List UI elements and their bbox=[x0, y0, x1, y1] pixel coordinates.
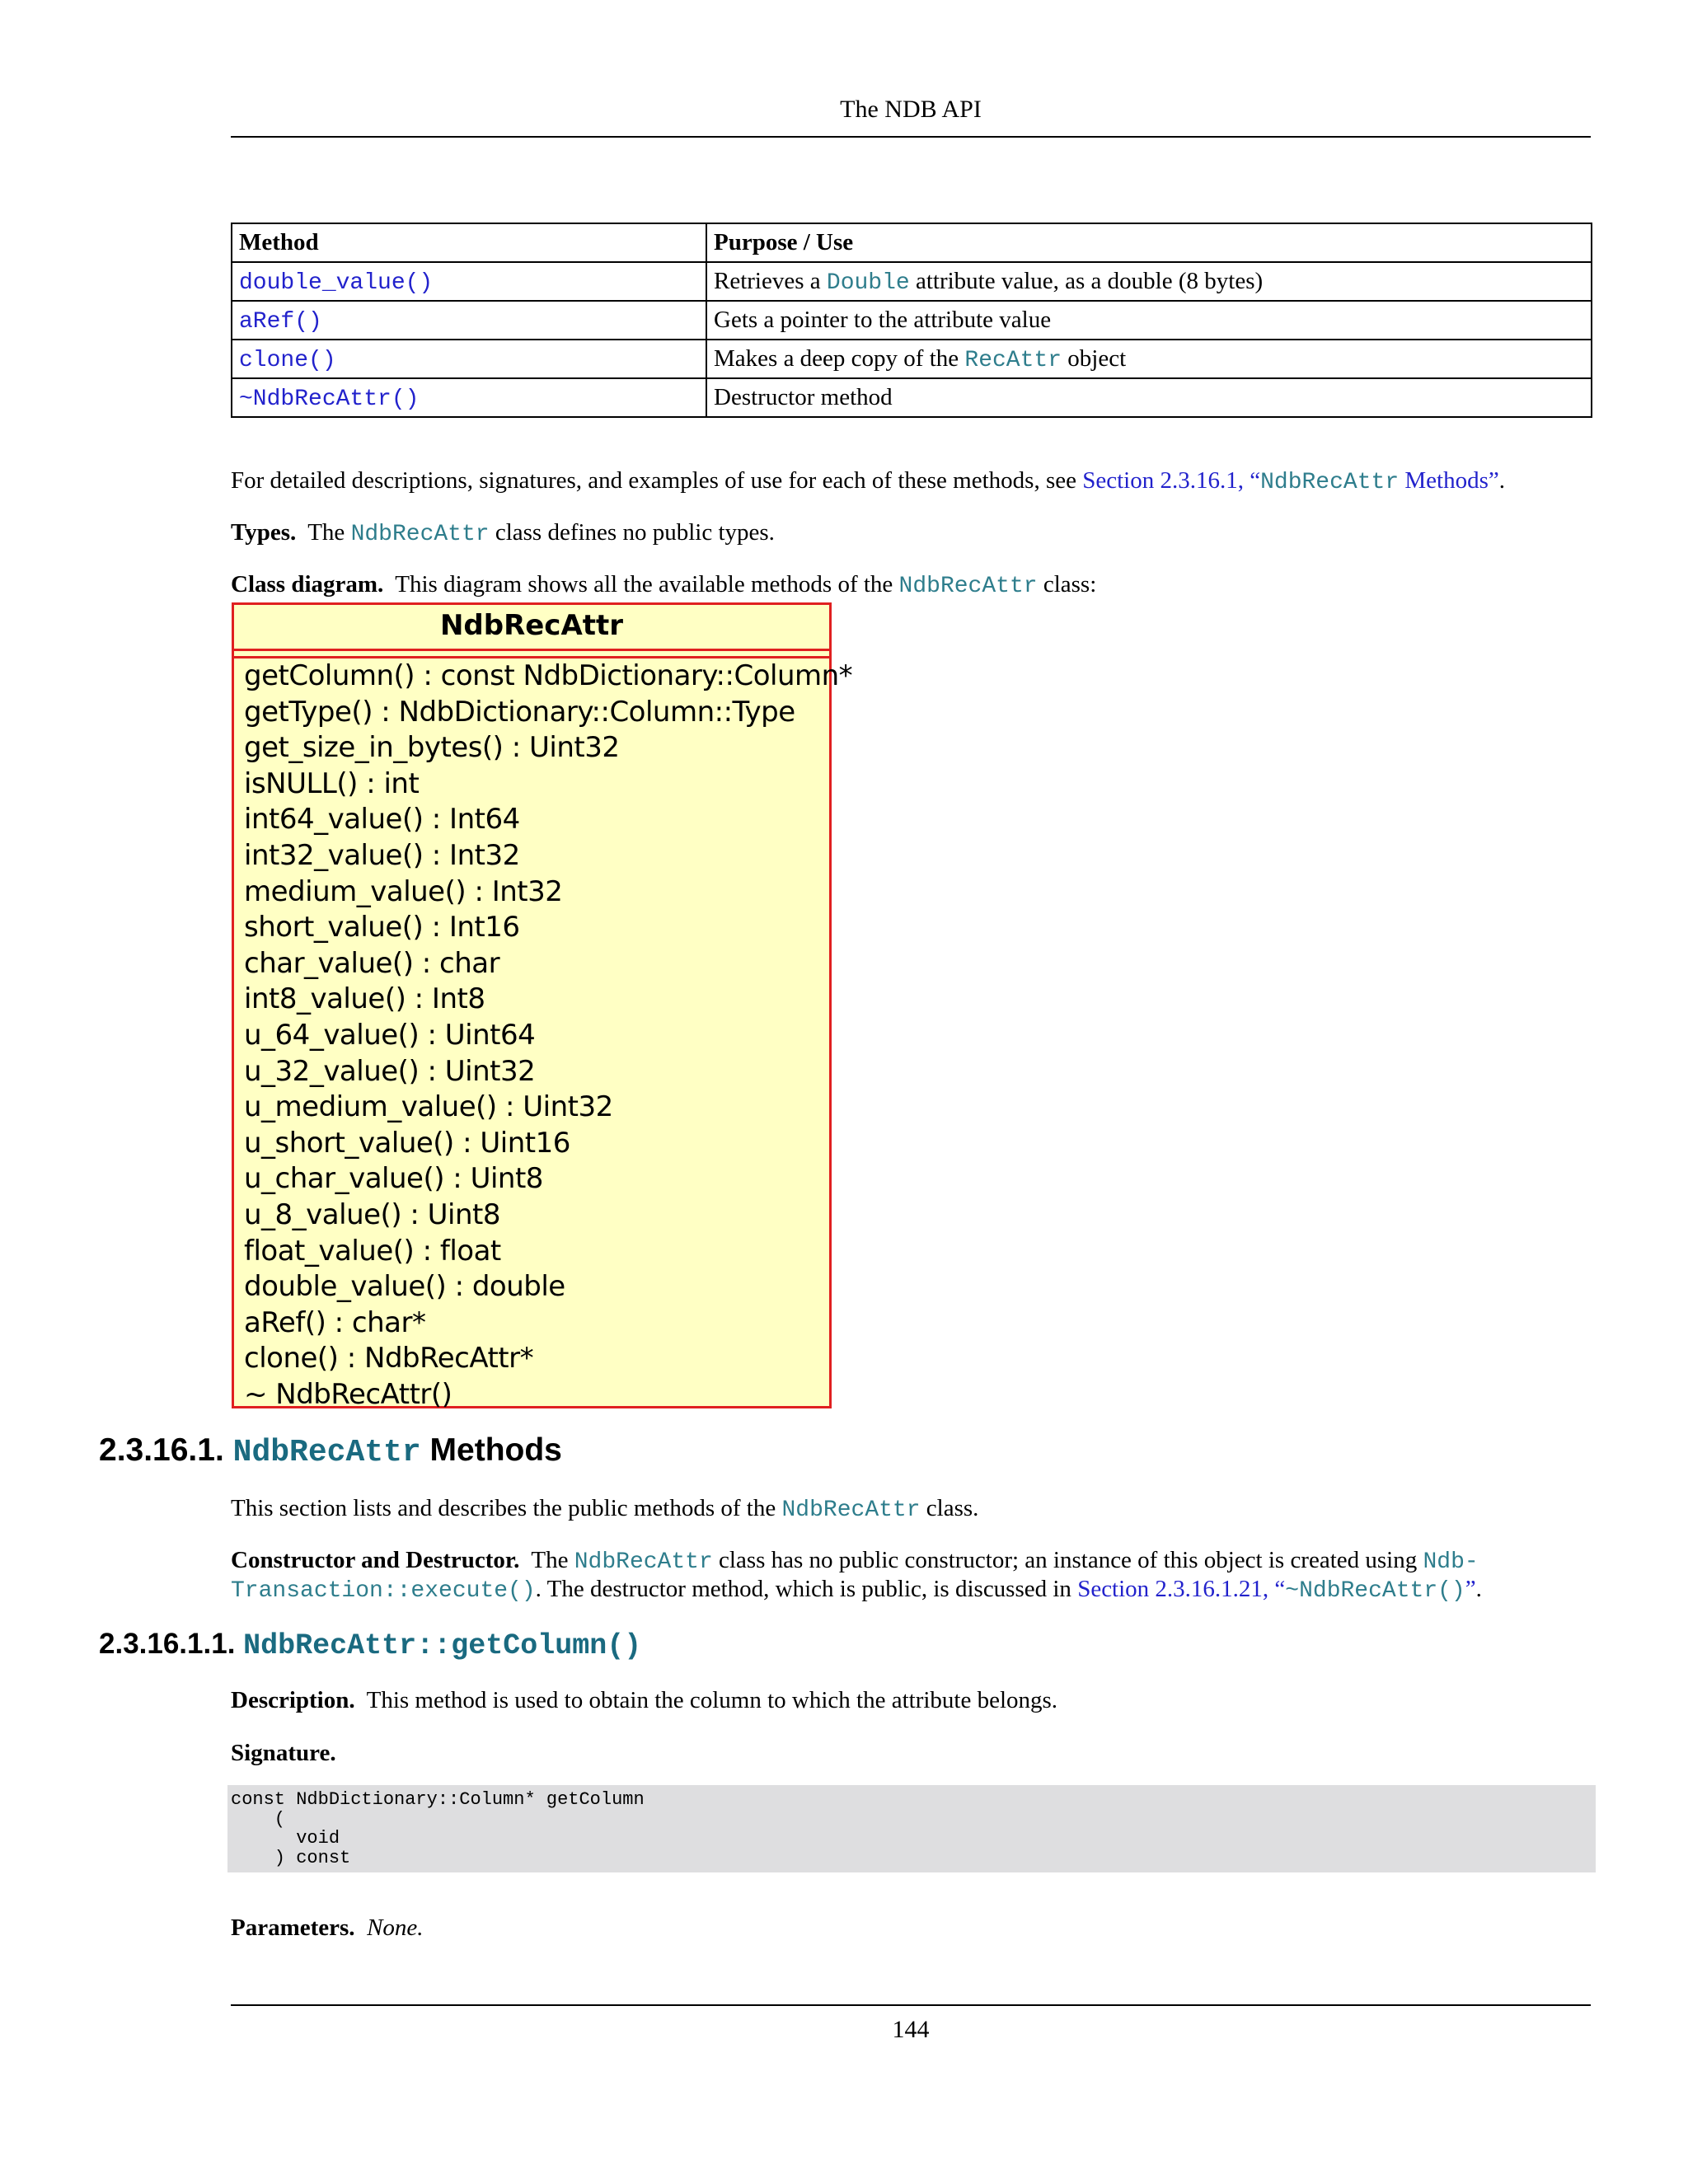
method-link[interactable]: double_value() bbox=[239, 269, 434, 296]
running-header: The NDB API bbox=[840, 96, 982, 123]
section-heading-getcolumn: 2.3.16.1.1. NdbRecAttr::getColumn() bbox=[99, 1628, 642, 1662]
column-header-purpose: Purpose / Use bbox=[706, 223, 1592, 262]
uml-method-item: char_value() : char bbox=[244, 946, 500, 980]
purpose-text: attribute value, as a double (8 bytes) bbox=[909, 267, 1264, 294]
uml-method-item: u_32_value() : Uint32 bbox=[244, 1054, 536, 1088]
uml-method-item: u_char_value() : Uint8 bbox=[244, 1162, 543, 1196]
method-cell bbox=[232, 262, 706, 301]
description-paragraph: Description. This method is used to obtain the column to which the attribute belongs. bbox=[231, 1687, 1058, 1713]
types-paragraph: Types. The NdbRecAttr class defines no public types. bbox=[231, 519, 775, 547]
table-row bbox=[232, 301, 1592, 340]
parameters-label: Parameters. bbox=[231, 1915, 355, 1941]
method-cell bbox=[232, 301, 706, 340]
constructor-label: Constructor and Destructor. bbox=[231, 1547, 520, 1573]
class-name-code: NdbRecAttr bbox=[350, 522, 490, 547]
uml-method-item: ~ NdbRecAttr() bbox=[244, 1377, 452, 1411]
type-code: RecAttr bbox=[964, 347, 1062, 373]
uml-method-item: short_value() : Int16 bbox=[244, 911, 520, 944]
purpose-cell bbox=[706, 340, 1592, 378]
footer-rule bbox=[231, 2004, 1591, 2006]
purpose-cell: Gets a pointer to the attribute value bbox=[706, 301, 1592, 340]
uml-method-item: u_8_value() : Uint8 bbox=[244, 1197, 500, 1231]
purpose-text: object bbox=[1062, 344, 1127, 372]
uml-class-name: NdbRecAttr bbox=[234, 605, 829, 651]
signature-code-block: const NdbDictionary::Column* getColumn ( void ) const bbox=[227, 1785, 1596, 1872]
page-number: 144 bbox=[892, 2016, 930, 2043]
class-diagram-paragraph: Class diagram. This diagram shows all the available methods of the NdbRecAttr class: bbox=[231, 571, 1097, 599]
purpose-cell bbox=[706, 262, 1592, 301]
uml-class-diagram bbox=[232, 602, 853, 1411]
class-name-code: NdbRecAttr bbox=[781, 1497, 921, 1523]
uml-method-item: int8_value() : Int8 bbox=[244, 982, 485, 1016]
intro-text: For detailed descriptions, signatures, and examples of use for each of these methods, see bbox=[231, 467, 1083, 494]
column-header-method: Method bbox=[232, 223, 706, 262]
section-link[interactable]: Section 2.3.16.1, “NdbRecAttr Methods” bbox=[1082, 467, 1499, 495]
types-label: Types. bbox=[231, 519, 297, 546]
uml-method-item: int32_value() : Int32 bbox=[244, 838, 520, 872]
method-cell bbox=[232, 340, 706, 378]
signature-label: Signature. bbox=[231, 1740, 336, 1766]
methods-table bbox=[231, 223, 1592, 418]
table-row bbox=[232, 262, 1592, 301]
uml-method-item: double_value() : double bbox=[244, 1270, 565, 1304]
uml-method-item: int64_value() : Int64 bbox=[244, 803, 520, 837]
method-link[interactable]: clone() bbox=[239, 347, 336, 373]
destructor-section-link[interactable]: Section 2.3.16.1.21, “~NdbRecAttr()” bbox=[1077, 1576, 1476, 1604]
uml-method-item: medium_value() : Int32 bbox=[244, 874, 563, 908]
uml-method-item: get_size_in_bytes() : Uint32 bbox=[244, 731, 620, 765]
section-heading-methods: 2.3.16.1. NdbRecAttr Methods bbox=[99, 1432, 562, 1470]
class-name-code: NdbRecAttr bbox=[898, 574, 1038, 599]
uml-method-item: float_value() : float bbox=[244, 1234, 501, 1268]
constructor-paragraph: Constructor and Destructor. The NdbRecAttr class has no public constructor; an instance of this object is created using Ndb- Transaction::execute(). The destructor method, which is public, is discussed in Section 2.3.16.1.21, “~NdbRecAttr()”. bbox=[231, 1547, 1482, 1604]
uml-method-item: isNULL() : int bbox=[244, 766, 420, 800]
purpose-text: Makes a deep copy of the bbox=[714, 344, 965, 372]
uml-method-item: u_medium_value() : Uint32 bbox=[244, 1090, 613, 1124]
uml-method-item: u_64_value() : Uint64 bbox=[244, 1018, 536, 1052]
intro-paragraph: For detailed descriptions, signatures, and examples of use for each of these methods, see Section 2.3.16.1, “NdbRecAttr Methods”. bbox=[231, 467, 1505, 495]
uml-method-item: aRef() : char* bbox=[244, 1305, 426, 1339]
header-rule bbox=[231, 136, 1591, 138]
table-header-row bbox=[232, 223, 1592, 262]
table-row bbox=[232, 340, 1592, 378]
table-row bbox=[232, 378, 1592, 417]
class-diagram-label: Class diagram. bbox=[231, 571, 384, 598]
uml-attributes-compartment bbox=[234, 651, 829, 658]
uml-method-item: u_short_value() : Uint16 bbox=[244, 1126, 570, 1160]
purpose-text: Retrieves a bbox=[714, 267, 827, 294]
methods-intro-paragraph: This section lists and describes the public methods of the NdbRecAttr class. bbox=[231, 1495, 979, 1523]
purpose-cell: Destructor method bbox=[706, 378, 1592, 417]
uml-method-item: clone() : NdbRecAttr* bbox=[244, 1342, 534, 1376]
uml-method-item: getColumn() : const NdbDictionary::Column* bbox=[244, 659, 853, 692]
uml-methods-list bbox=[234, 658, 853, 1413]
uml-method-item: getType() : NdbDictionary::Column::Type bbox=[244, 695, 795, 729]
method-cell bbox=[232, 378, 706, 417]
method-link[interactable]: ~NdbRecAttr() bbox=[239, 386, 420, 412]
description-label: Description. bbox=[231, 1687, 355, 1713]
parameters-paragraph: Parameters. None. bbox=[231, 1915, 424, 1941]
method-link[interactable]: aRef() bbox=[239, 308, 322, 335]
type-code: Double bbox=[826, 269, 910, 296]
